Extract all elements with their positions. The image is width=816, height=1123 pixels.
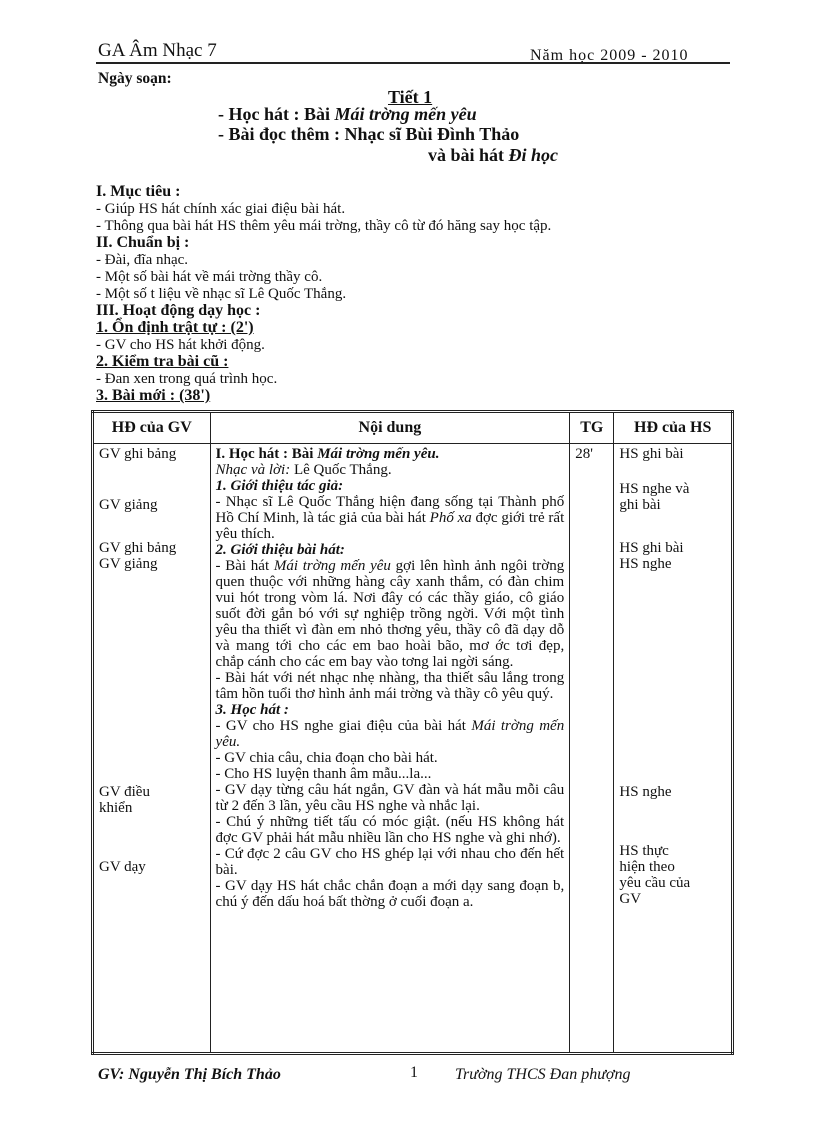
title-song: Mái trờng mến yêu	[334, 104, 477, 124]
prep-item: - Đài, đĩa nhạc.	[96, 252, 189, 268]
prep-item: - Một số t liệu về nhạc sĩ Lê Quốc Thắng.	[96, 286, 347, 302]
gv-item: GV ghi bảng	[99, 446, 177, 462]
gv-item: GV điều	[99, 784, 150, 800]
table-row	[93, 444, 733, 1054]
heading-author: 1. Giới thiệu tác giả:	[215, 478, 344, 494]
author-line: Nhạc và lời: Lê Quốc Thắng.	[215, 462, 392, 478]
title-line-3: và bài hát Đi học	[428, 145, 559, 165]
gv-item: GV ghi bảng	[99, 540, 177, 556]
hs-item: HS nghe	[619, 784, 672, 800]
paragraph: - Bài hát Mái trờng mến yêu gợi lên hình ảnh ngôi trờng quen thuộc với những hàng cây xanh thắm, có đàn chim vui hót trong vòm lá. Nơi đây có các thầy giáo, cô giáo suốt đời gắn bó với sự nghiệp trồng ngời. Với một tình yêu tha thiết vì đàn em nhỏ thơng yêu, thầy cô đã dạy dỗ và mang tới cho các em bao hoài bão, mơ ớc tơi đẹp, chắp cánh cho các em bay vào tơng lai ngời sáng.	[215, 558, 565, 670]
paragraph: - Bài hát với nét nhạc nhẹ nhàng, tha thiết sâu lắng trong tâm hồn tuổi thơ hình ảnh mái trờng và thầy cô yêu quý.	[215, 670, 565, 702]
hs-item: GV	[619, 891, 642, 907]
paragraph: - Nhạc sĩ Lê Quốc Thắng hiện đang sống tại Thành phố Hồ Chí Minh, là tác giả của bài hát Phố xa đợc giới trẻ rất yêu thích.	[215, 494, 565, 542]
hs-item: HS nghe	[619, 556, 672, 572]
col-header-gv: HĐ của GV	[93, 412, 211, 444]
date-label: Ngày soạn:	[98, 70, 172, 87]
gv-item: GV dạy	[99, 859, 146, 875]
part1-heading: I. Học hát : Bài Mái trờng mến yêu.	[215, 446, 440, 462]
step1-text: - GV cho HS hát khởi động.	[96, 337, 265, 353]
hs-item: yêu cầu của	[619, 875, 691, 891]
heading-learn: 3. Học hát :	[215, 702, 289, 718]
hs-item: HS nghe và	[619, 481, 690, 497]
prep-title: II. Chuẩn bị :	[96, 234, 190, 251]
gv-item: khiển	[99, 800, 133, 816]
content-cell	[210, 444, 570, 1054]
hs-item: HS ghi bài	[619, 540, 684, 556]
title-line-2: - Bài đọc thêm : Nhạc sĩ Bùi Đình Thảo	[218, 124, 520, 144]
paragraph: - GV chia câu, chia đoạn cho bài hát.	[215, 750, 438, 766]
time-cell: 28'	[570, 444, 614, 1054]
gv-item: GV giảng	[99, 497, 158, 513]
title-line-1: - Học hát : Bài Mái trờng mến yêu	[218, 104, 477, 124]
objectives-title: I. Mục tiêu :	[96, 183, 181, 200]
heading-song: 2. Giới thiệu bài hát:	[215, 542, 345, 558]
step3-title: 3. Bài mới : (38')	[96, 387, 211, 404]
hs-item: hiện theo	[619, 859, 675, 875]
hs-item: HS thực	[619, 843, 669, 859]
step2-title: 2. Kiểm tra bài cũ :	[96, 353, 229, 370]
table-header-row	[93, 412, 733, 444]
hs-item: ghi bài	[619, 497, 661, 513]
objective-item: - Thông qua bài hát HS thêm yêu mái trờng, thầy cô từ đó hăng say học tập.	[96, 218, 552, 234]
activities-title: III. Hoạt động dạy học :	[96, 302, 261, 319]
paragraph: - GV cho HS nghe giai điệu của bài hát Mái trờng mến yêu.	[215, 718, 565, 750]
hs-activities-cell	[614, 444, 733, 1054]
col-header-content: Nội dung	[210, 412, 570, 444]
prep-item: - Một số bài hát về mái trờng thầy cô.	[96, 269, 323, 285]
header-subject: GA Âm Nhạc 7	[98, 40, 217, 61]
gv-activities-cell	[93, 444, 211, 1054]
paragraph: - Cho HS luyện thanh âm mẫu...la...	[215, 766, 432, 782]
header-rule	[96, 62, 730, 64]
title-song-2: Đi học	[508, 145, 559, 165]
paragraph: - Cứ đợc 2 câu GV cho HS ghép lại với nhau cho đến hết bài.	[215, 846, 565, 878]
step2-text: - Đan xen trong quá trình học.	[96, 371, 278, 387]
lesson-table	[91, 410, 734, 1055]
gv-item: GV giảng	[99, 556, 158, 572]
col-header-time: TG	[570, 412, 614, 444]
footer-school: Trường THCS Đan phượng	[455, 1066, 631, 1083]
step1-title: 1. Ổn định trật tự : (2')	[96, 319, 254, 336]
col-header-hs: HĐ của HS	[614, 412, 733, 444]
footer-page-number: 1	[410, 1064, 418, 1081]
hs-item: HS ghi bài	[619, 446, 684, 462]
lesson-number: Tiết 1	[388, 87, 433, 107]
header-school-year: Năm học 2009 - 2010	[530, 47, 689, 64]
paragraph: - Chú ý những tiết tấu có móc giật. (nếu HS không hát đợc GV phải hát mẫu nhiều lần cho HS nghe và ghi nhớ).	[215, 814, 565, 846]
paragraph: - GV dạy HS hát chắc chắn đoạn a mới dạy sang đoạn b, chú ý đến dấu hoá bất thờng ở cuối đoạn a.	[215, 878, 565, 910]
footer-teacher: GV: Nguyễn Thị Bích Thảo	[98, 1066, 281, 1083]
paragraph: - GV dạy từng câu hát ngắn, GV đàn và hát mẫu mỗi câu từ 2 đến 3 lần, yêu cầu HS nghe và nhắc lại.	[215, 782, 565, 814]
objective-item: - Giúp HS hát chính xác giai điệu bài hát.	[96, 201, 346, 217]
